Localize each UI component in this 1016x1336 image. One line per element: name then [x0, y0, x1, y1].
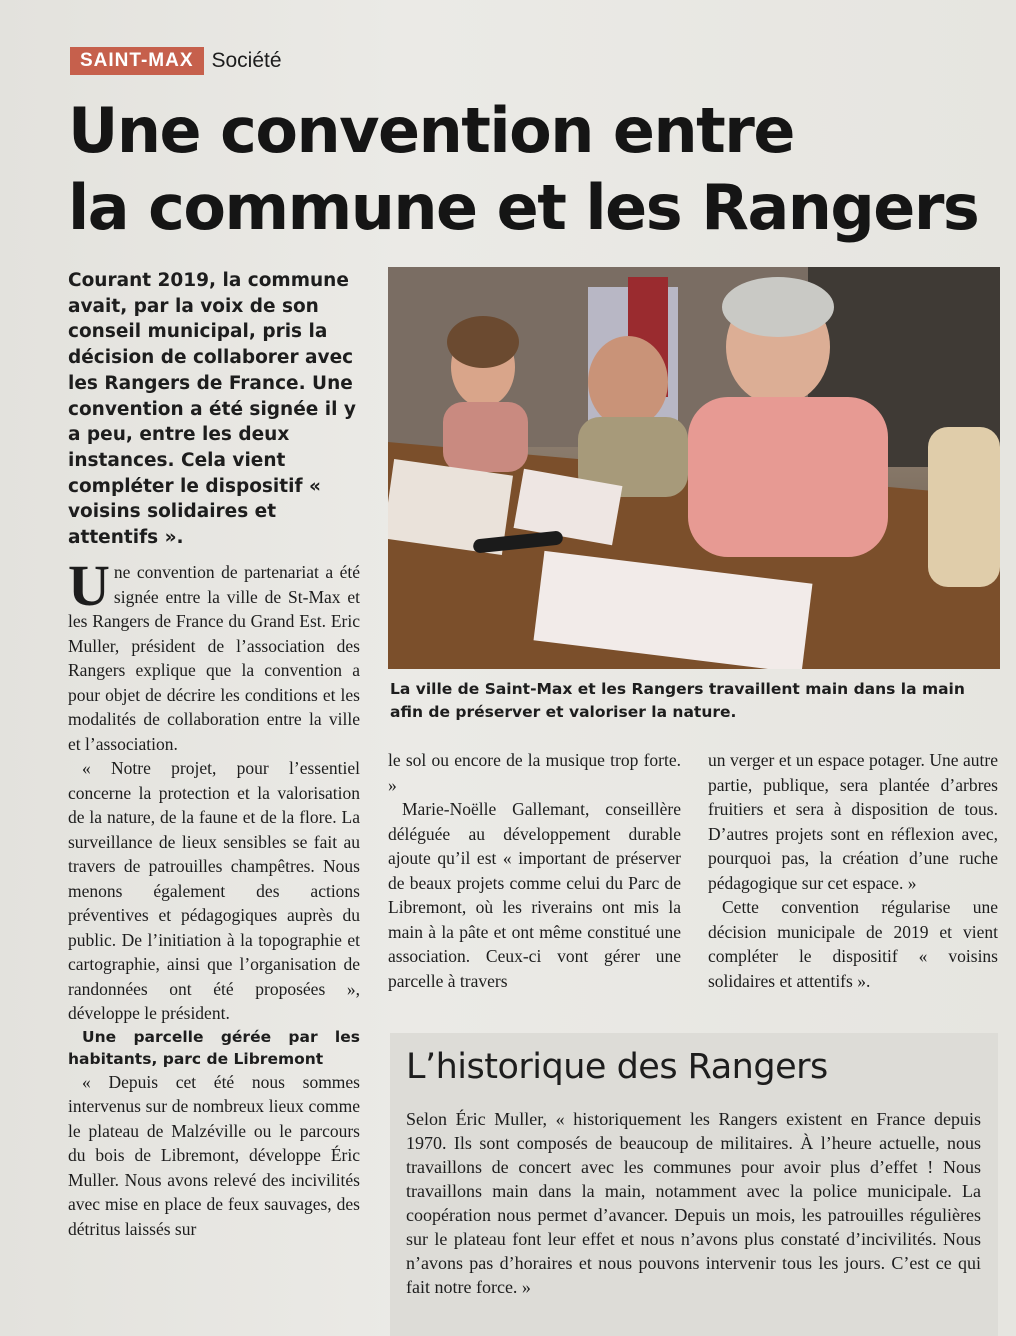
article-photo	[388, 267, 1000, 669]
photo-illustration	[388, 267, 1000, 669]
headline	[68, 92, 1008, 246]
sidebar-box	[390, 1033, 998, 1336]
photo-caption: La ville de Saint-Max et les Rangers travaillent main dans la main afin de préserver et valoriser la nature.	[390, 680, 965, 721]
headline-line-1: Une convention entre	[68, 94, 794, 167]
dropcap: U	[68, 553, 110, 618]
article-column-1	[68, 553, 360, 1241]
body-paragraph-3: « Depuis cet été nous sommes intervenus sur de nombreux lieux comme le plateau de Malzéville ou le parcours du bois de Libremont, développe Éric Muller. Nous avons relevé des incivilités avec mise en place de feux sauvages, des détritus laissés sur	[68, 1071, 360, 1239]
subheading: Une parcelle gérée par les habitants, parc de Libremont	[68, 1027, 360, 1068]
article-column-2	[388, 748, 681, 993]
location-tag: SAINT-MAX	[70, 47, 204, 75]
box-title: L’historique des Rangers	[406, 1047, 828, 1087]
body-paragraph-1	[68, 553, 360, 756]
section-label: Société	[211, 49, 282, 72]
body-paragraph-5: Marie-Noëlle Gallemant, conseillère déléguée au développement durable ajoute qu’il est « important de préserver de beaux projets comme celui du Parc de Libremont, où les riverains ont mis la main à la pâte et ont même constitué une association. Ceux-ci vont gérer une parcelle à travers	[388, 799, 681, 991]
body-paragraph-4: le sol ou encore de la musique trop forte. »	[388, 750, 681, 795]
lead-paragraph: Courant 2019, la commune avait, par la voix de son conseil municipal, pris la décision de collaborer avec les Rangers de France. Une convention a été signée il y a peu, entre les deux instances. Cela vient compléter le dispositif « voisins solidaires et attentifs ».	[68, 270, 356, 549]
body-paragraph-7: Cette convention régularise une décision municipale de 2019 et vient compléter le dispositif « voisins solidaires et attentifs ».	[708, 897, 998, 991]
body-paragraph-1-text: ne convention de partenariat a été signée entre la ville de St-Max et les Rangers de France du Grand Est. Eric Muller, président de l’association des Rangers explique que la convention a pour objet de décrire les conditions et les modalités de collaboration entre la ville et l’association.	[68, 562, 360, 754]
box-text: Selon Éric Muller, « historiquement les Rangers existent en France depuis 1970. Ils sont composés de beaucoup de militaires. À l’heure actuelle, nous travaillons de concert avec les communes pour avoir plus d’effet ! Nous travaillons main dans la main, notamment avec la police municipale. La coopération nous permet d’avancer. Depuis un mois, les patrouilles régulières sur le plateau font leur effet et nous n’avons plus constaté d’incivilités. Nous n’avons pas d’horaires et nous pouvons intervenir tous les jours. C’est ce qui fait notre force. »	[406, 1109, 981, 1297]
kicker	[70, 47, 282, 75]
headline-line-2: la commune et les Rangers	[68, 171, 979, 244]
body-paragraph-6: un verger et un espace potager. Une autre partie, publique, sera plantée d’arbres fruitiers et sera à disposition de tous. D’autres projets sont en réflexion avec, pourquoi pas, la création d’une ruche pédagogique sur cet espace. »	[708, 750, 998, 893]
body-paragraph-2: « Notre projet, pour l’essentiel concerne la protection et la valorisation de la nature, de la faune et de la flore. La surveillance de lieux sensibles se fait au travers de patrouilles champêtres. Nous menons également des actions préventives et pédagogiques auprès du public. De l’initiation à la topographie et cartographie, ainsi que l’organisation de randonnées ont été proposées », développe le président.	[68, 758, 360, 1023]
article-column-3	[708, 748, 998, 993]
